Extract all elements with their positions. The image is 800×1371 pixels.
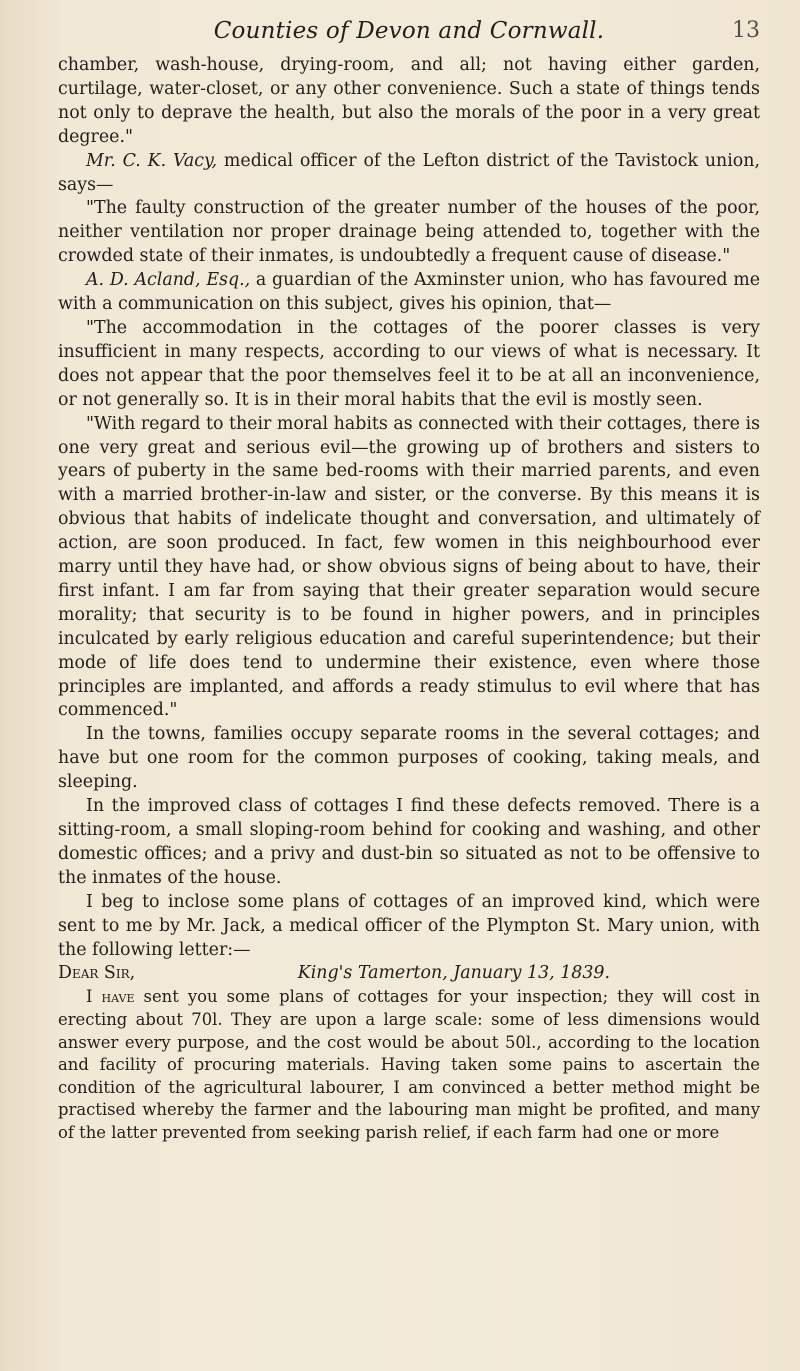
paragraph: In the improved class of cottages I find these defects removed. There is a sitting-room, a small sloping-room behind for cooking and washing, and other domestic offices; and a privy and dust-bin so situated as not to be offensive to the inmates of the house. <box>58 796 760 888</box>
letter-paragraph: I have sent you some plans of cottages for your inspection; they will cost in erecting about 70l. They are upon a large scale: some of less dimensions would answer every purpose, and the cost would be about 50l., according to the location and facility of procuring materials. Having taken some pains to ascertain the condition of the agricultural labourer, I am convinced a better method might be practised whereby the farmer and the labouring man might be profited, and many of the latter prevented from seeking parish relief, if each farm had one or more <box>58 987 760 1142</box>
quotation-paragraph: "The faulty construction of the greater number of the houses of the poor, neither ventilation nor proper drainage being attended to, together with the crowded state of their inmates, is undoubtedly a frequent cause of disease." <box>58 198 760 267</box>
quotation-paragraph: "The accommodation in the cottages of the poorer classes is very insufficient in many respects, according to our views of what is necessary. It does not appear that the poor themselves feel it to be at all an inconvenience, or not generally so. It is in their moral habits that the evil is mostly seen. <box>58 317 760 410</box>
letter-heading <box>58 962 760 986</box>
running-title: Counties of Devon and Cornwall. <box>213 18 605 44</box>
page-header <box>58 18 760 54</box>
paragraph: In the towns, families occupy separate rooms in the several cottages; and have but one room for the common purposes of cooking, taking meals, and sleeping. <box>58 724 760 793</box>
page-number: 13 <box>732 18 760 43</box>
letter-salutation: Dear Sir, <box>58 963 136 984</box>
paragraph: A. D. Acland, Esq., a guardian of the Axminster union, who has favoured me with a communication on this subject, gives his opinion, that— <box>58 270 760 315</box>
person-name: Mr. C. K. Vacy, <box>86 150 218 171</box>
letter-opening: I have <box>86 987 135 1007</box>
letter-place-date: King's Tamerton, January 13, 1839. <box>297 963 610 984</box>
letter-body <box>58 986 760 1144</box>
person-name: A. D. Acland, Esq., <box>86 270 251 291</box>
paragraph: Mr. C. K. Vacy, medical officer of the Lefton district of the Tavistock union, says— <box>58 150 760 195</box>
quotation-paragraph: "With regard to their moral habits as connected with their cottages, there is one very great and serious evil—the growing up of brothers and sisters to years of puberty in the same bed-rooms with their married parents, and even with a married brother-in-law and sister, or the converse. By this means it is obvious that habits of indelicate thought and conversation, and ultimately of action, are soon produced. In fact, few women in this neighbourhood ever marry until they have had, or show obvious signs of being about to have, their first infant. I am far from saying that their greater separation would secure morality; that security is to be found in higher powers, and in principles inculcated by early religious education and careful superintendence; but their mode of life does tend to undermine their existence, even where those principles are implanted, and affords a ready stimulus to evil where that has commenced." <box>58 413 760 721</box>
paragraph: chamber, wash-house, drying-room, and all; not having either garden, curtilage, water-closet, or any other convenience. Such a state of things tends not only to deprave the health, but also the morals of the poor in a very great degree." <box>58 55 760 147</box>
paragraph: I beg to inclose some plans of cottages of an improved kind, which were sent to me by Mr. Jack, a medical officer of the Plympton St. Mary union, with the following letter:— <box>58 891 760 960</box>
body-text <box>58 54 760 962</box>
